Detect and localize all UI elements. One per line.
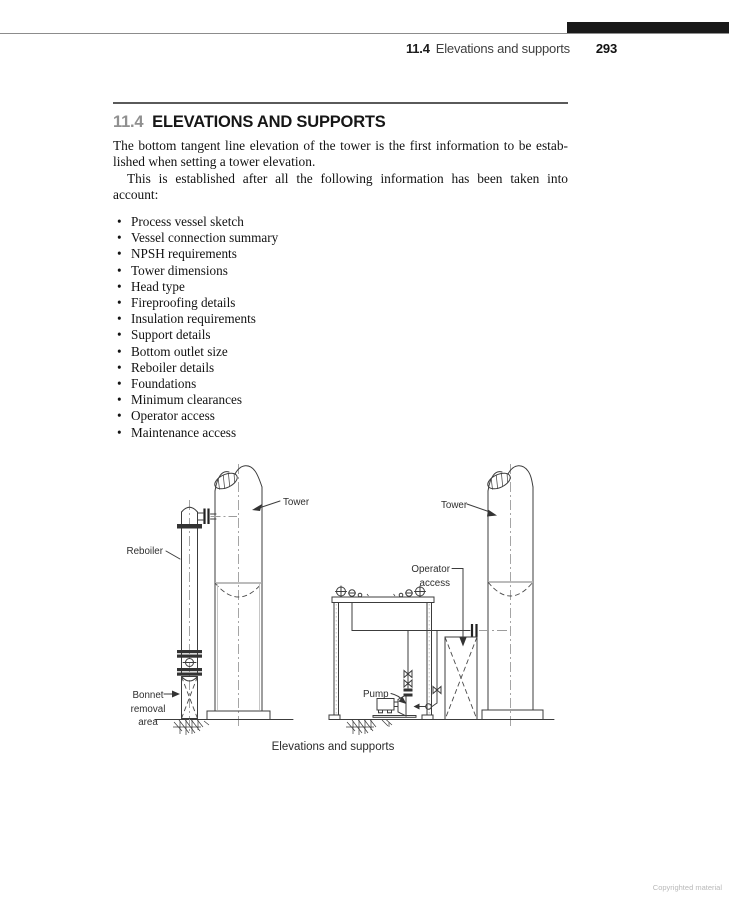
list-item — [117, 295, 547, 311]
bullet-icon: • — [117, 424, 122, 440]
list-item — [117, 376, 547, 392]
arrowhead-icon — [460, 638, 467, 647]
ground-hatch-icon — [173, 720, 209, 736]
figure-caption: Elevations and supports — [271, 741, 395, 753]
list-item — [117, 425, 547, 441]
copyright-watermark: Copyrighted material — [652, 883, 722, 892]
list-item — [117, 263, 547, 279]
bullet-icon: • — [117, 278, 122, 294]
paragraph-line: lished when setting a tower elevation. — [113, 154, 316, 170]
bullet-icon: • — [117, 376, 122, 392]
arrowhead-icon — [487, 510, 497, 517]
elevations-diagram — [0, 450, 729, 760]
list-item-text: Tower dimensions — [131, 262, 228, 278]
arrowhead-icon — [414, 704, 420, 710]
section-number: 11.4 — [113, 112, 144, 131]
bonnet-label-line2: removal — [130, 704, 166, 715]
bullet-icon: • — [117, 408, 122, 424]
list-item-text: Fireproofing details — [131, 295, 236, 311]
list-item-text: Minimum clearances — [131, 392, 242, 408]
list-item-text: Foundations — [131, 376, 197, 392]
paragraph-line: The bottom tangent line elevation of the tower is the first information to be estab- — [113, 138, 568, 153]
list-item-text: Bottom outlet size — [131, 343, 228, 359]
tower-left-label: Tower — [283, 497, 310, 508]
list-item-text: Vessel connection summary — [131, 230, 279, 246]
bullet-icon: • — [117, 359, 122, 375]
list-item-text: Reboiler details — [131, 359, 215, 375]
header-black-bar — [567, 22, 729, 33]
bonnet-label-line1: Bonnet — [132, 690, 164, 701]
list-item — [117, 344, 547, 360]
pump-label: Pump — [363, 689, 389, 700]
reboiler-label: Reboiler — [126, 546, 163, 557]
flange-band — [177, 524, 202, 529]
bullet-icon: • — [117, 230, 122, 246]
right-elevation — [329, 464, 554, 735]
list-item-text: Operator access — [131, 408, 215, 424]
bonnet-label-line3: area — [138, 717, 158, 728]
bullet-icon: • — [117, 327, 122, 343]
bullet-list — [117, 214, 547, 441]
list-item — [117, 392, 547, 408]
arrowhead-icon — [252, 504, 262, 511]
operator-access-label-line2: access — [419, 578, 450, 589]
left-elevation — [127, 464, 310, 735]
list-item-text: Support details — [131, 327, 211, 343]
paragraph-line: This is established after all the following information has been taken into — [127, 170, 568, 186]
nozzle-symbols-icon — [336, 586, 426, 597]
bullet-icon: • — [117, 295, 122, 311]
section-heading — [113, 112, 617, 132]
operator-access-label-line1: Operator — [411, 564, 450, 575]
list-item-text: NPSH requirements — [131, 246, 237, 262]
header-hairline — [0, 33, 729, 34]
running-header-section-title: Elevations and supports — [435, 41, 570, 56]
bullet-icon: • — [117, 246, 122, 262]
list-item — [117, 311, 547, 327]
list-item-text: Insulation requirements — [131, 311, 256, 327]
list-item — [117, 279, 547, 295]
bullet-icon: • — [117, 214, 122, 229]
list-item-text: Head type — [131, 278, 185, 294]
running-header — [406, 41, 617, 56]
arrowhead-icon — [172, 691, 180, 698]
list-item — [117, 246, 547, 262]
body-text — [113, 138, 568, 203]
list-item — [117, 327, 547, 343]
section-rule — [113, 102, 568, 104]
bullet-icon: • — [117, 392, 122, 408]
running-header-section-number: 11.4 — [405, 41, 430, 56]
bullet-icon: • — [117, 262, 122, 278]
bullet-icon: • — [117, 343, 122, 359]
list-item — [117, 408, 547, 424]
paragraph-line: account: — [113, 186, 159, 202]
bullet-icon: • — [117, 311, 122, 327]
list-item-text: Maintenance access — [131, 424, 237, 440]
list-item-text: Process vessel sketch — [131, 214, 244, 229]
list-item — [117, 360, 547, 376]
tower-right-label: Tower — [441, 500, 468, 511]
section-title: ELEVATIONS AND SUPPORTS — [152, 112, 386, 131]
list-item — [117, 214, 547, 230]
list-item — [117, 230, 547, 246]
page-number: 293 — [595, 41, 617, 56]
ground-hatch-icon — [346, 720, 392, 736]
